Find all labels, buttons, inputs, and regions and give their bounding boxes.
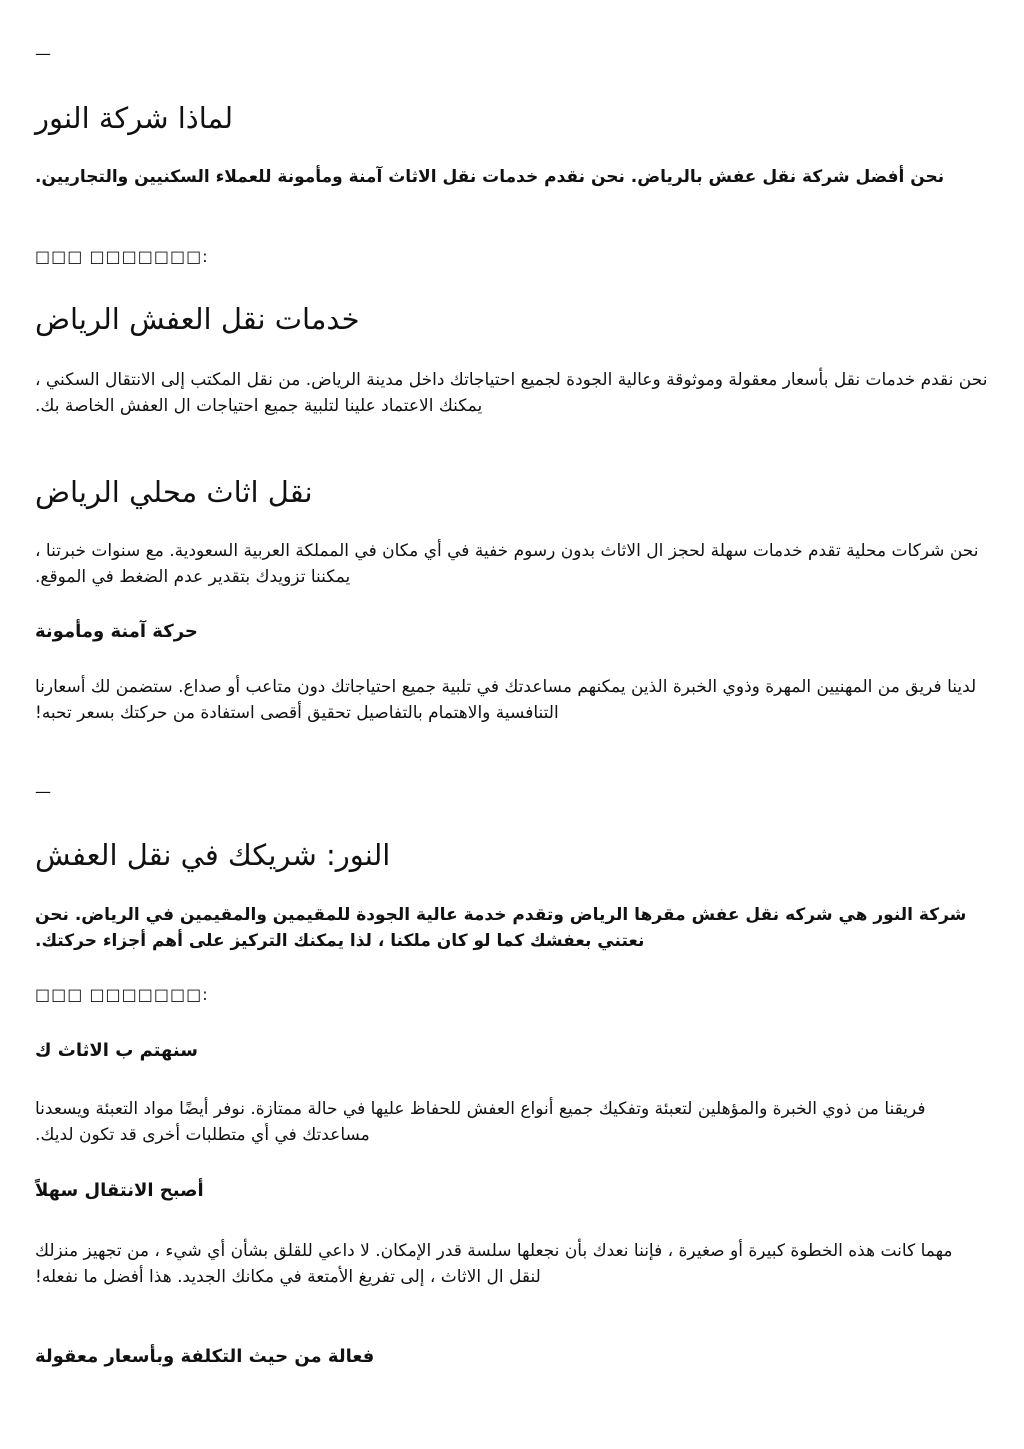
intro-paragraph: نحن أفضل شركة نقل عفش بالرياض. نحن نقدم خدمات نقل الاثاث آمنة ومأمونة للعملاء السكنيين والتجاريين. xyxy=(35,167,945,187)
horizontal-divider: — xyxy=(35,782,51,801)
furniture-care-paragraph: فريقنا من ذوي الخبرة والمؤهلين لتعبئة وتفكيك جميع أنواع العفش للحفاظ عليها في حالة ممتازة. نوفر أيضًا مواد التعبئة ويسعدنا مساعدتك في أي متطلبات أخرى قد تكون لديك. xyxy=(35,1099,926,1145)
section-heading-partner: النور: شريكك في نقل العفش xyxy=(35,838,391,872)
services-label: □□□ □□□□□□□: xyxy=(35,985,209,1004)
horizontal-divider: — xyxy=(35,44,51,63)
safe-move-heading: حركة آمنة ومأمونة xyxy=(35,621,198,642)
services-heading: خدمات نقل العفش الرياض xyxy=(35,302,360,336)
safe-move-paragraph: لدينا فريق من المهنيين المهرة وذوي الخبرة الذين يمكنهم مساعدتك في تلبية جميع احتياجاتك دون متاعب أو صداع. ستضمن لك أسعارنا التنافسية والاهتمام بالتفاصيل تحقيق أقصى استفادة من حركتك بسعر تحبه! xyxy=(35,677,977,723)
furniture-care-heading: سنهتم ب الاثاث ك xyxy=(35,1040,198,1061)
section-heading-why-alnoor: لماذا شركة النور xyxy=(35,101,234,135)
easy-move-paragraph: مهما كانت هذه الخطوة كبيرة أو صغيرة ، فإننا نعدك بأن نجعلها سلسة قدر الإمكان. لا داعي للقلق بشأن أي شيء ، من تجهيز منزلك لنقل ال الاثاث ، إلى تفريغ الأمتعة في مكانك الجديد. هذا أفضل ما نفعله! xyxy=(35,1241,953,1287)
easy-move-heading: أصبح الانتقال سهلاً xyxy=(35,1180,204,1201)
services-label: □□□ □□□□□□□: xyxy=(35,247,209,266)
services-paragraph: نحن نقدم خدمات نقل بأسعار معقولة وموثوقة وعالية الجودة لجميع احتياجاتك داخل مدينة الرياض. من نقل المكتب إلى الانتقال السكني ، يمكنك الاعتماد علينا لتلبية جميع احتياجات ال العفش الخاصة بك. xyxy=(35,370,988,416)
local-moving-paragraph: نحن شركات محلية تقدم خدمات سهلة لحجز ال الاثاث بدون رسوم خفية في أي مكان في المملكة العربية السعودية. مع سنوات خبرتنا ، يمكننا تزويدك بتقدير عدم الضغط في الموقع. xyxy=(35,541,979,587)
local-moving-heading: نقل اثاث محلي الرياض xyxy=(35,475,313,509)
partner-intro-paragraph: شركة النور هي شركه نقل عفش مقرها الرياض وتقدم خدمة عالية الجودة للمقيمين والمقيمين في الرياض. نحن نعتني بعفشك كما لو كان ملكنا ، لذا يمكنك التركيز على أهم أجزاء حركتك. xyxy=(35,905,967,951)
cost-effective-heading: فعالة من حيث التكلفة وبأسعار معقولة xyxy=(35,1346,375,1367)
